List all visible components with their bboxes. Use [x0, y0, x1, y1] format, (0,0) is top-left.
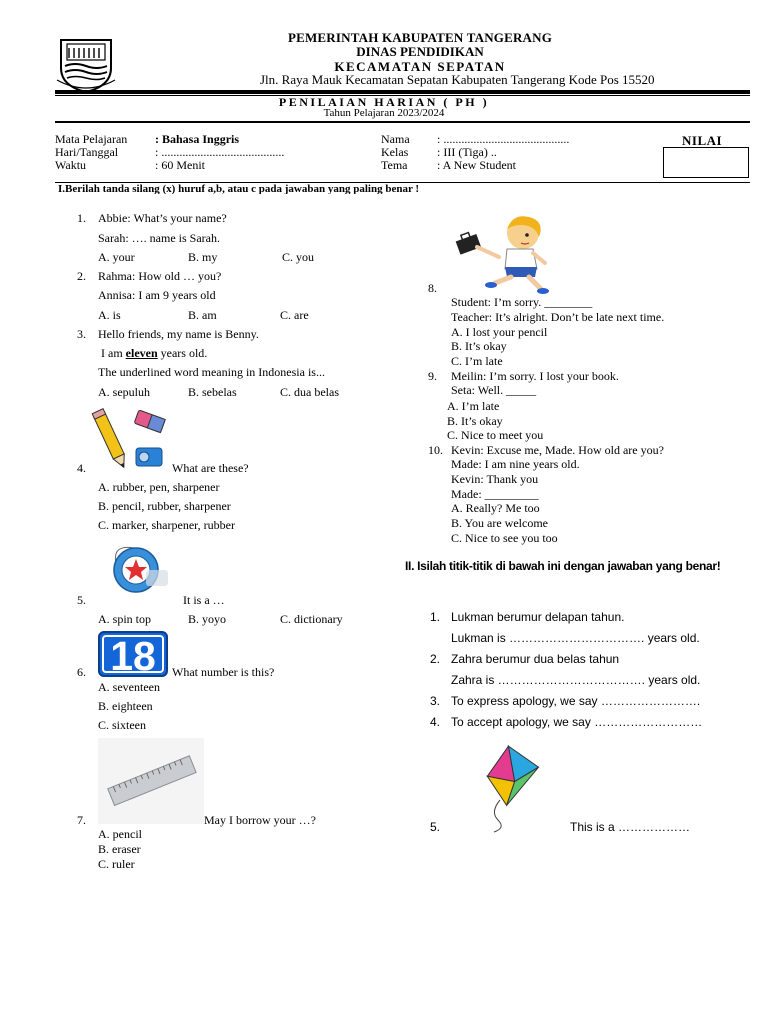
question-text: It is a … [183, 593, 225, 607]
essay-number: 3. [430, 694, 441, 708]
theme-label: Tema [381, 158, 408, 172]
question-text: Kevin: Excuse me, Made. How old are you? [451, 443, 664, 457]
number-tile [98, 631, 168, 677]
option-a[interactable]: A. pencil [98, 827, 142, 841]
option-c[interactable]: C. ruler [98, 857, 135, 871]
exam-subtitle: Tahun Pelajaran 2023/2024 [323, 107, 445, 119]
option-c[interactable]: C. marker, sharpener, rubber [98, 518, 235, 532]
option-a[interactable]: A. Really? Me too [451, 501, 540, 515]
option-a[interactable]: A. I lost your pencil [451, 325, 548, 339]
subject-value: : Bahasa Inggris [155, 132, 240, 146]
stationery-image [98, 404, 170, 472]
question-number: 10. [428, 443, 443, 457]
essay-number: 2. [430, 652, 441, 666]
option-b[interactable]: B. sebelas [188, 385, 237, 399]
option-b[interactable]: B. eraser [98, 842, 141, 856]
option-c[interactable]: C. Nice to meet you [447, 428, 544, 442]
number-tile-value: 18 [110, 633, 156, 679]
underlined-word: eleven [125, 346, 158, 360]
question-text: May I borrow your …? [204, 813, 316, 827]
option-a[interactable]: A. sepuluh [98, 385, 150, 399]
question-number: 2. [77, 269, 86, 283]
question-number: 7. [77, 813, 86, 827]
question-number: 6. [77, 665, 86, 679]
name-field[interactable]: : .......................................... [437, 132, 570, 146]
kite-image [452, 740, 564, 832]
score-label: NILAI [682, 133, 723, 148]
option-b[interactable]: B. It’s okay [451, 339, 507, 353]
option-c[interactable]: C. dua belas [280, 385, 339, 399]
question-text: Teacher: It’s alright. Don’t be late next time. [451, 310, 665, 324]
essay-number: 4. [430, 715, 441, 729]
subject-label: Mata Pelajaran [55, 132, 128, 146]
title-divider [55, 121, 750, 123]
option-b[interactable]: B. pencil, rubber, sharpener [98, 499, 231, 513]
option-c[interactable]: C. are [280, 308, 309, 322]
score-box[interactable] [663, 147, 749, 178]
option-a[interactable]: A. I’m late [447, 399, 500, 413]
question-number: 1. [77, 211, 86, 225]
ruler-image [98, 738, 204, 824]
essay-answer[interactable]: To express apology, we say ……………………. [451, 694, 701, 708]
time-label: Waktu [55, 158, 87, 172]
essay-answer[interactable]: Lukman is ……………………………. years old. [451, 631, 700, 645]
question-number: 9. [428, 369, 437, 383]
question-text: Student: I’m sorry. ________ [451, 295, 593, 309]
option-c[interactable]: C. Nice to see you too [451, 531, 558, 545]
question-text: Kevin: Thank you [451, 472, 539, 486]
option-b[interactable]: B. am [188, 308, 217, 322]
theme-value: : A New Student [437, 158, 517, 172]
letterhead-text [205, 30, 635, 74]
option-a[interactable]: A. your [98, 250, 135, 264]
letterhead [55, 30, 755, 90]
option-a[interactable]: A. seventeen [98, 680, 160, 694]
question-text: Abbie: What’s your name? [98, 211, 227, 225]
essay-text: Lukman berumur delapan tahun. [451, 610, 625, 624]
essay-text: Zahra berumur dua belas tahun [451, 652, 620, 666]
essay-answer[interactable]: This is a ……………… [570, 820, 691, 834]
question-text: Annisa: I am 9 years old [98, 288, 216, 302]
option-b[interactable]: B. It’s okay [447, 414, 503, 428]
question-text: What number is this? [172, 665, 275, 679]
essay-number: 5. [430, 820, 441, 834]
question-text: Meilin: I’m sorry. I lost your book. [451, 369, 619, 383]
question-text: The underlined word meaning in Indonesia is... [98, 365, 325, 379]
option-a[interactable]: A. rubber, pen, sharpener [98, 480, 220, 494]
date-label: Hari/Tanggal [55, 145, 119, 159]
question-number: 8. [428, 281, 437, 295]
class-label: Kelas [381, 145, 409, 159]
question-number: 4. [77, 461, 86, 475]
section1-title: I.Berilah tanda silang (x) huruf a,b, atau c pada jawaban yang paling benar ! [58, 183, 420, 194]
exam-title: PENILAIAN HARIAN ( PH ) [278, 95, 490, 109]
district-line: KECAMATAN SEPATAN [334, 59, 506, 74]
question-text: Rahma: How old … you? [98, 269, 222, 283]
option-b[interactable]: B. You are welcome [451, 516, 548, 530]
time-value: : 60 Menit [155, 158, 205, 172]
option-c[interactable]: C. I’m late [451, 354, 503, 368]
text-part: I am [101, 346, 126, 360]
address-line: Jln. Raya Mauk Kecamatan Sepatan Kabupaten Tangerang Kode Pos 15520 [260, 72, 655, 87]
district-emblem-icon [55, 34, 117, 94]
option-c[interactable]: C. sixteen [98, 718, 146, 732]
class-value: : III (Tiga) .. [437, 145, 497, 159]
text-part: years old. [157, 346, 208, 360]
option-a[interactable]: A. is [98, 308, 121, 322]
essay-answer[interactable]: Zahra is ………………………………. years old. [451, 673, 701, 687]
option-b[interactable]: B. my [188, 250, 218, 264]
header-divider [55, 90, 750, 94]
essay-number: 1. [430, 610, 441, 624]
section2-title: II. Isilah titik-titik di bawah ini dengan jawaban yang benar! [405, 559, 721, 573]
yoyo-image [106, 540, 176, 594]
essay-answer[interactable]: To accept apology, we say ……………………… [451, 715, 703, 729]
option-c[interactable]: C. dictionary [280, 612, 343, 626]
date-field[interactable]: : ......................................... [155, 145, 285, 159]
name-label: Nama [381, 132, 410, 146]
office-line: DINAS PENDIDIKAN [356, 44, 484, 59]
question-text: Sarah: …. name is Sarah. [98, 231, 220, 245]
option-b[interactable]: B. yoyo [188, 612, 227, 626]
question-number: 3. [77, 327, 86, 341]
government-line: PEMERINTAH KABUPATEN TANGERANG [287, 30, 553, 45]
option-c[interactable]: C. you [282, 250, 315, 264]
question-number: 5. [77, 593, 86, 607]
question-text: Made: _________ [451, 487, 539, 501]
question-text [101, 346, 207, 360]
question-text: What are these? [172, 461, 249, 475]
question-text: Hello friends, my name is Benny. [98, 327, 259, 341]
question-text: Seta: Well. _____ [451, 383, 537, 397]
late-student-image [455, 213, 550, 293]
question-text: Made: I am nine years old. [451, 457, 580, 471]
option-a[interactable]: A. spin top [98, 612, 152, 626]
option-b[interactable]: B. eighteen [98, 699, 153, 713]
